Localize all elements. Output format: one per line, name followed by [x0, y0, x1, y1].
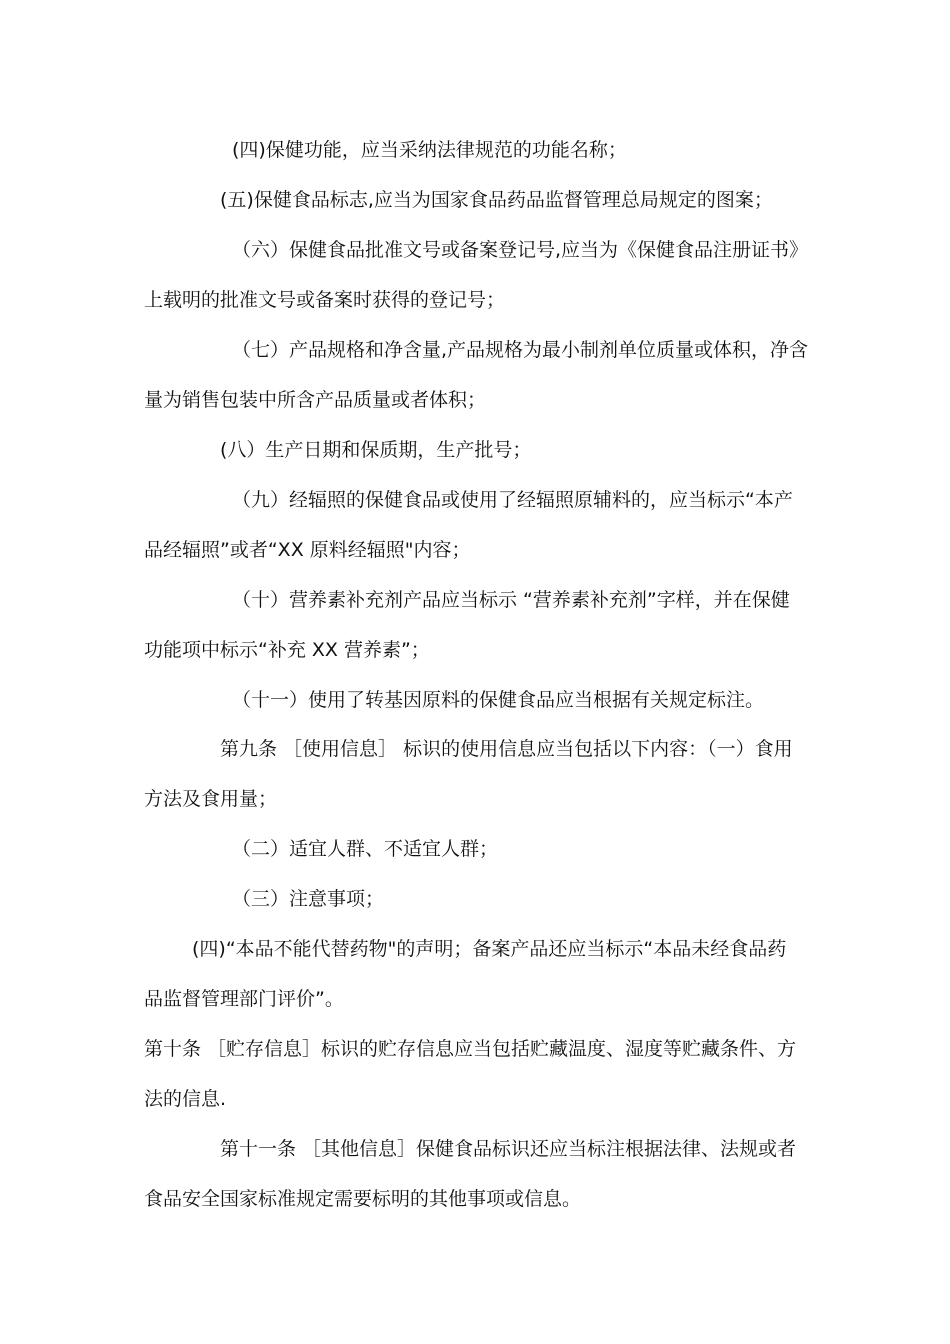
- text-line: (八）生产日期和保质期，生产批号；: [220, 439, 532, 461]
- article-heading-line: 第十条 ［贮存信息］标识的贮存信息应当包括贮藏温度、湿度等贮藏条件、方: [144, 1038, 797, 1060]
- text-line: 功能项中标示“补充 XX 营养素”；: [144, 639, 430, 661]
- text-line: 品监督管理部门评价”。: [144, 988, 344, 1010]
- text-line: 上载明的批准文号或备案时获得的登记号；: [144, 289, 506, 311]
- text-line: (四)“本品不能代替药物"的声明；备案产品还应当标示“本品未经食品药: [192, 938, 787, 960]
- text-line: 方法及食用量；: [144, 788, 278, 810]
- article-heading-line: 第九条 ［使用信息］ 标识的使用信息应当包括以下内容：（一）食用: [220, 738, 793, 760]
- text-line: (五)保健食品标志,应当为国家食品药品监督管理总局规定的图案；: [220, 189, 773, 211]
- text-line: （二）适宜人群、不适宜人群；: [232, 838, 499, 860]
- text-line: （九）经辐照的保健食品或使用了经辐照原辅料的，应当标示“本产: [232, 489, 793, 511]
- text-line: (四)保健功能，应当采纳法律规范的功能名称；: [232, 139, 627, 161]
- text-line: （七）产品规格和净含量,产品规格为最小制剂单位质量或体积，净含: [232, 339, 809, 361]
- text-line: 食品安全国家标准规定需要标明的其他事项或信息。: [144, 1188, 582, 1210]
- text-line: 品经辐照”或者“XX 原料经辐照"内容；: [144, 539, 471, 561]
- text-line: 法的信息.: [144, 1088, 227, 1110]
- text-line: （十）营养素补充剂产品应当标示 “营养素补充剂”字样，并在保健: [232, 589, 790, 611]
- text-line: （三）注意事项；: [232, 888, 385, 910]
- text-line: 量为销售包装中所含产品质量或者体积；: [144, 389, 487, 411]
- text-line: （六）保健食品批准文号或备案登记号,应当为《保健食品注册证书》: [232, 239, 809, 261]
- text-line: （十一）使用了转基因原料的保健食品应当根据有关规定标注。: [232, 689, 765, 711]
- article-heading-line: 第十一条 ［其他信息］保健食品标识还应当标注根据法律、法规或者: [220, 1138, 797, 1160]
